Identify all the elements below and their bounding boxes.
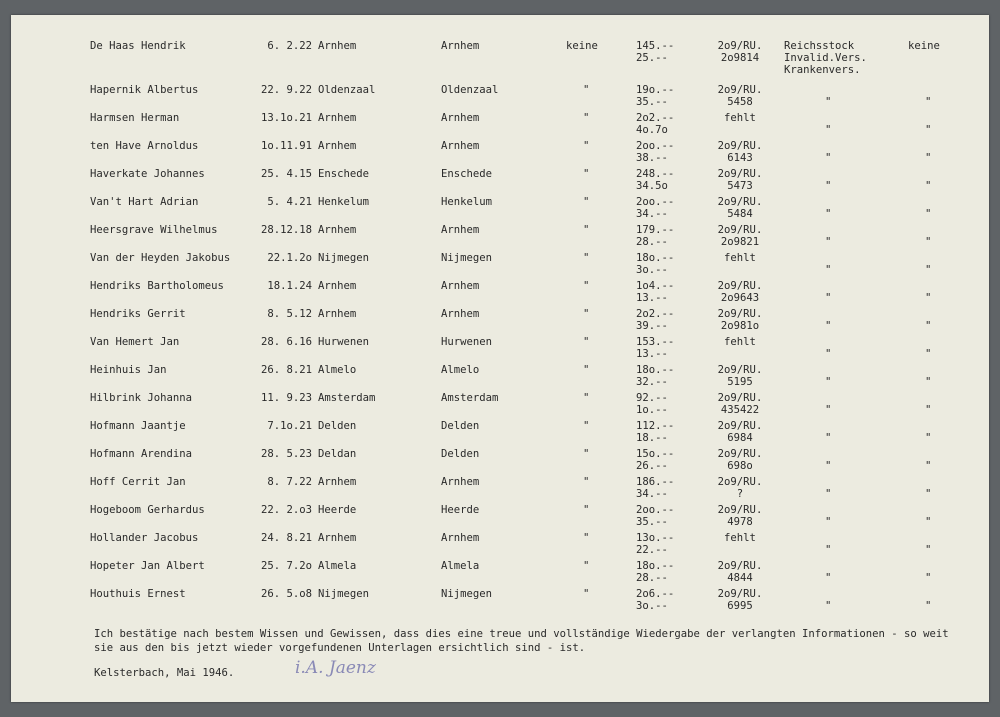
reference-cell: [705, 364, 775, 388]
reference-cell: [705, 40, 775, 64]
residence: Heerde: [441, 504, 480, 516]
insurance-value: Invalid.Vers.: [784, 52, 867, 64]
amount-value: 18o.--: [636, 560, 675, 572]
table-row: [0, 588, 1000, 614]
reference-value: [705, 264, 775, 276]
ditto-mark: ": [825, 544, 832, 556]
amount-cell: [636, 476, 686, 500]
ditto-mark: ": [925, 264, 932, 276]
reference-value: 2o9/RU.: [717, 392, 763, 404]
ditto-mark: ": [925, 460, 932, 472]
birth-date: 8. 5.12: [267, 308, 312, 320]
person-name: ten Have Arnoldus: [90, 140, 199, 152]
ditto-mark: ": [583, 364, 590, 376]
amount-value: 1o4.--: [636, 280, 675, 292]
amount-value: 153.--: [636, 336, 675, 348]
ditto-mark: ": [825, 180, 832, 192]
amount-cell: [636, 532, 686, 556]
ditto-mark: ": [583, 420, 590, 432]
residence: Oldenzaal: [441, 84, 499, 96]
residence: Arnhem: [441, 224, 480, 236]
birth-place: Arnhem: [318, 140, 357, 152]
residence: Henkelum: [441, 196, 493, 208]
reference-cell: [705, 448, 775, 472]
reference-value: 2o9814: [720, 52, 760, 64]
reference-cell: [705, 504, 775, 528]
birth-date: 24. 8.21: [260, 532, 312, 544]
reference-value: 2o9/RU.: [717, 504, 763, 516]
reference-value: 2o9643: [720, 292, 760, 304]
residence: Arnhem: [441, 40, 480, 52]
residence: Arnhem: [441, 280, 480, 292]
reference-value: 2o9/RU.: [717, 476, 763, 488]
reference-cell: [705, 336, 775, 360]
reference-value: 2o9/RU.: [717, 84, 763, 96]
ditto-mark: ": [583, 588, 590, 600]
amount-value: 18o.--: [636, 252, 675, 264]
residence: Nijmegen: [441, 588, 493, 600]
table-row: [0, 112, 1000, 138]
amount-cell: [636, 588, 686, 612]
reference-value: 2o9/RU.: [717, 168, 763, 180]
residence: Hurwenen: [441, 336, 493, 348]
reference-value: 4978: [727, 516, 753, 528]
birth-place: Arnhem: [318, 532, 357, 544]
birth-place: Delden: [318, 420, 357, 432]
amount-value: 15o.--: [636, 448, 675, 460]
table-row: [0, 84, 1000, 110]
table-row: [0, 252, 1000, 278]
birth-date: 22. 2.o3: [260, 504, 312, 516]
amount-cell: [636, 448, 686, 472]
reference-cell: [705, 224, 775, 248]
ditto-mark: ": [825, 264, 832, 276]
ditto-mark: ": [925, 236, 932, 248]
ditto-mark: ": [583, 476, 590, 488]
ditto-mark: ": [925, 348, 932, 360]
amount-value: 38.--: [636, 152, 668, 164]
reference-value: 2o9/RU.: [717, 140, 763, 152]
amount-value: 179.--: [636, 224, 675, 236]
ditto-mark: ": [583, 308, 590, 320]
reference-cell: [705, 560, 775, 584]
reference-cell: [705, 140, 775, 164]
table-row: [0, 448, 1000, 474]
person-name: Hopeter Jan Albert: [90, 560, 205, 572]
table-row: [0, 504, 1000, 530]
person-name: Hollander Jacobus: [90, 532, 199, 544]
person-name: Hoff Cerrit Jan: [90, 476, 186, 488]
reference-cell: [705, 476, 775, 500]
person-name: Hilbrink Johanna: [90, 392, 193, 404]
amount-cell: [636, 140, 686, 164]
residence: Arnhem: [441, 308, 480, 320]
ditto-mark: ": [583, 84, 590, 96]
table-row: [0, 420, 1000, 446]
birth-place: Arnhem: [318, 280, 357, 292]
residence: Amsterdam: [441, 392, 499, 404]
ditto-mark: ": [583, 196, 590, 208]
amount-value: 13o.--: [636, 532, 675, 544]
ditto-mark: ": [825, 376, 832, 388]
birth-date: 26. 8.21: [260, 364, 312, 376]
amount-cell: [636, 252, 686, 276]
reference-value: 2o9821: [720, 236, 760, 248]
ditto-mark: ": [583, 336, 590, 348]
birth-date: 7.1o.21: [267, 420, 312, 432]
birth-date: 11. 9.23: [260, 392, 312, 404]
birth-date: 25. 4.15: [260, 168, 312, 180]
birth-date: 13.1o.21: [260, 112, 312, 124]
reference-value: [705, 124, 775, 136]
ditto-mark: ": [825, 404, 832, 416]
amount-value: 34.5o: [636, 180, 668, 192]
birth-date: 8. 7.22: [267, 476, 312, 488]
person-name: Hofmann Arendina: [90, 448, 193, 460]
birth-date: 28. 6.16: [260, 336, 312, 348]
residence: Delden: [441, 420, 480, 432]
reference-cell: [705, 168, 775, 192]
birth-place: Heerde: [318, 504, 357, 516]
ditto-mark: ": [825, 432, 832, 444]
person-name: Heersgrave Wilhelmus: [90, 224, 218, 236]
amount-cell: [636, 392, 686, 416]
birth-date: 5. 4.21: [267, 196, 312, 208]
amount-value: 35.--: [636, 96, 668, 108]
ditto-mark: ": [925, 516, 932, 528]
amount-cell: [636, 40, 686, 64]
reference-value: 4844: [727, 572, 753, 584]
ditto-mark: ": [925, 292, 932, 304]
person-name: Hendriks Bartholomeus: [90, 280, 224, 292]
ditto-mark: ": [825, 292, 832, 304]
reference-cell: [705, 280, 775, 304]
reference-cell: [705, 420, 775, 444]
ditto-mark: ": [583, 532, 590, 544]
table-row: [0, 280, 1000, 306]
birth-place: Arnhem: [318, 112, 357, 124]
amount-value: 248.--: [636, 168, 675, 180]
reference-cell: [705, 588, 775, 612]
birth-date: 22.1.2o: [267, 252, 312, 264]
amount-value: 26.--: [636, 460, 668, 472]
ditto-mark: ": [583, 280, 590, 292]
ditto-mark: ": [925, 544, 932, 556]
birth-place: Amsterdam: [318, 392, 376, 404]
insurance-value: Reichsstock: [784, 40, 855, 52]
residence: Almela: [441, 560, 480, 572]
birth-date: 25. 7.2o: [260, 560, 312, 572]
reference-cell: [705, 308, 775, 332]
reference-cell: [705, 252, 775, 276]
reference-value: 2o9/RU.: [717, 280, 763, 292]
amount-value: 19o.--: [636, 84, 675, 96]
residence: Enschede: [441, 168, 493, 180]
amount-cell: [636, 504, 686, 528]
birth-place: Arnhem: [318, 476, 357, 488]
person-name: Van Hemert Jan: [90, 336, 180, 348]
amount-value: 32.--: [636, 376, 668, 388]
reference-value: 2o9/RU.: [717, 560, 763, 572]
reference-value: [705, 348, 775, 360]
ditto-mark: ": [925, 180, 932, 192]
amount-value: 2o6.--: [636, 588, 675, 600]
amount-cell: [636, 420, 686, 444]
table-row: [0, 476, 1000, 502]
ditto-mark: ": [925, 432, 932, 444]
reference-cell: [705, 532, 775, 556]
reference-value: 5195: [727, 376, 753, 388]
table-row: [0, 196, 1000, 222]
ditto-mark: ": [583, 112, 590, 124]
ditto-mark: ": [583, 448, 590, 460]
amount-value: 1o.--: [636, 404, 668, 416]
ditto-mark: ": [825, 320, 832, 332]
amount-cell: [636, 280, 686, 304]
amount-value: 3o.--: [636, 264, 668, 276]
reference-value: fehlt: [724, 112, 756, 124]
birth-place: Almela: [318, 560, 357, 572]
birth-date: 26. 5.o8: [260, 588, 312, 600]
person-name: Hogeboom Gerhardus: [90, 504, 205, 516]
ditto-mark: ": [825, 600, 832, 612]
amount-value: 22.--: [636, 544, 668, 556]
reference-value: fehlt: [724, 336, 756, 348]
table-row: [0, 392, 1000, 418]
certification-statement: Ich bestätige nach bestem Wissen und Gewissen, dass dies eine treue und vollständige Wiedergabe der verlangten Informationen - so weit sie aus den bis jetzt wieder vorgefundenen Unterlagen ersichtlich sind - ist.: [94, 628, 949, 654]
person-name: Hofmann Jaantje: [90, 420, 186, 432]
ditto-mark: ": [825, 460, 832, 472]
reference-value: 6143: [727, 152, 753, 164]
amount-cell: [636, 560, 686, 584]
reference-value: 2o981o: [720, 320, 760, 332]
ditto-mark: ": [925, 572, 932, 584]
reference-value: 2o9/RU.: [717, 224, 763, 236]
ditto-mark: ": [583, 392, 590, 404]
insurance-cell: [784, 40, 867, 76]
ditto-mark: ": [925, 320, 932, 332]
handwritten-signature: i.A. Jaenz: [295, 658, 376, 678]
reference-cell: [705, 392, 775, 416]
birth-date: 1o.11.91: [260, 140, 312, 152]
birth-date: 6. 2.22: [267, 40, 312, 52]
ditto-mark: ": [583, 252, 590, 264]
amount-cell: [636, 196, 686, 220]
residence: Arnhem: [441, 476, 480, 488]
reference-value: 6984: [727, 432, 753, 444]
ditto-mark: ": [925, 124, 932, 136]
reference-value: 5473: [727, 180, 753, 192]
reference-cell: [705, 112, 775, 136]
ditto-mark: ": [825, 208, 832, 220]
birth-date: 22. 9.22: [260, 84, 312, 96]
reference-cell: [705, 84, 775, 108]
amount-value: 39.--: [636, 320, 668, 332]
amount-value: 34.--: [636, 208, 668, 220]
amount-value: 2o2.--: [636, 112, 675, 124]
reference-value: 435422: [720, 404, 760, 416]
birth-place: Almelo: [318, 364, 357, 376]
person-name: Van der Heyden Jakobus: [90, 252, 231, 264]
ditto-mark: ": [925, 488, 932, 500]
person-name: Van't Hart Adrian: [90, 196, 199, 208]
reference-cell: [705, 196, 775, 220]
reference-value: 2o9/RU.: [717, 364, 763, 376]
amount-value: 25.--: [636, 52, 668, 64]
table-row: [0, 364, 1000, 390]
ditto-mark: ": [825, 488, 832, 500]
reference-value: 2o9/RU.: [717, 448, 763, 460]
table-row: [0, 308, 1000, 334]
birth-place: Henkelum: [318, 196, 370, 208]
person-name: Hapernik Albertus: [90, 84, 199, 96]
ditto-mark: ": [825, 516, 832, 528]
table-row: [0, 168, 1000, 194]
place-date: Kelsterbach, Mai 1946.: [94, 667, 235, 679]
table-row: [0, 560, 1000, 586]
amount-cell: [636, 168, 686, 192]
birth-place: Nijmegen: [318, 588, 370, 600]
amount-value: 145.--: [636, 40, 675, 52]
birth-place: Arnhem: [318, 308, 357, 320]
person-name: Heinhuis Jan: [90, 364, 167, 376]
residence: Arnhem: [441, 140, 480, 152]
reference-value: 6995: [727, 600, 753, 612]
amount-value: 18o.--: [636, 364, 675, 376]
ditto-mark: ": [825, 236, 832, 248]
amount-cell: [636, 224, 686, 248]
amount-value: 2oo.--: [636, 196, 675, 208]
reference-value: 2o9/RU.: [717, 420, 763, 432]
reference-value: fehlt: [724, 252, 756, 264]
residence: Delden: [441, 448, 480, 460]
insurance-value: Krankenvers.: [784, 64, 861, 76]
ditto-mark: ": [583, 560, 590, 572]
amount-value: 18.--: [636, 432, 668, 444]
amount-value: 4o.7o: [636, 124, 668, 136]
ditto-mark: ": [925, 376, 932, 388]
person-name: Hendriks Gerrit: [90, 308, 186, 320]
ditto-mark: ": [925, 96, 932, 108]
birth-place: Deldan: [318, 448, 357, 460]
birth-place: Oldenzaal: [318, 84, 376, 96]
table-row: [0, 40, 1000, 76]
amount-value: 28.--: [636, 236, 668, 248]
amount-cell: [636, 308, 686, 332]
ditto-mark: ": [825, 152, 832, 164]
reference-value: [705, 544, 775, 556]
residence: Almelo: [441, 364, 480, 376]
amount-value: 2oo.--: [636, 140, 675, 152]
reference-value: 5458: [727, 96, 753, 108]
amount-value: 2oo.--: [636, 504, 675, 516]
person-name: Haverkate Johannes: [90, 168, 205, 180]
amount-value: 34.--: [636, 488, 668, 500]
ditto-mark: ": [925, 600, 932, 612]
reference-value: 2o9/RU.: [717, 588, 763, 600]
amount-cell: [636, 112, 686, 136]
birth-date: 18.1.24: [267, 280, 312, 292]
reference-value: 5484: [727, 208, 753, 220]
birth-place: Arnhem: [318, 40, 357, 52]
reference-value: 2o9/RU.: [717, 40, 763, 52]
birth-place: Hurwenen: [318, 336, 370, 348]
table-row: [0, 224, 1000, 250]
amount-cell: [636, 364, 686, 388]
amount-value: 186.--: [636, 476, 675, 488]
reference-value: 698o: [727, 460, 753, 472]
ditto-mark: ": [583, 504, 590, 516]
amount-cell: [636, 84, 686, 108]
status-text: keine: [908, 40, 940, 52]
amount-value: 112.--: [636, 420, 675, 432]
amount-value: 35.--: [636, 516, 668, 528]
birth-place: Arnhem: [318, 224, 357, 236]
ditto-mark: ": [825, 348, 832, 360]
ditto-mark: ": [825, 124, 832, 136]
birth-date: 28.12.18: [260, 224, 312, 236]
reference-value: 2o9/RU.: [717, 308, 763, 320]
ditto-mark: ": [925, 404, 932, 416]
ditto-mark: ": [583, 140, 590, 152]
residence: Arnhem: [441, 532, 480, 544]
amount-cell: [636, 336, 686, 360]
person-name: De Haas Hendrik: [90, 40, 186, 52]
table-row: [0, 532, 1000, 558]
residence: Nijmegen: [441, 252, 493, 264]
amount-value: 92.--: [636, 392, 668, 404]
amount-value: 13.--: [636, 348, 668, 360]
ditto-mark: ": [825, 572, 832, 584]
reference-value: fehlt: [724, 532, 756, 544]
ditto-mark: ": [583, 168, 590, 180]
person-name: Houthuis Ernest: [90, 588, 186, 600]
birth-date: 28. 5.23: [260, 448, 312, 460]
table-row: [0, 336, 1000, 362]
table-row: [0, 140, 1000, 166]
ditto-mark: ": [583, 224, 590, 236]
amount-value: 28.--: [636, 572, 668, 584]
reference-value: ?: [736, 488, 744, 500]
amount-value: 2o2.--: [636, 308, 675, 320]
residence: Arnhem: [441, 112, 480, 124]
amount-value: 3o.--: [636, 600, 668, 612]
birth-place: Nijmegen: [318, 252, 370, 264]
ditto-mark: ": [925, 152, 932, 164]
birth-place: Enschede: [318, 168, 370, 180]
status-text: keine: [566, 40, 598, 52]
reference-value: 2o9/RU.: [717, 196, 763, 208]
ditto-mark: ": [925, 208, 932, 220]
ditto-mark: ": [825, 96, 832, 108]
amount-value: 13.--: [636, 292, 668, 304]
person-name: Harmsen Herman: [90, 112, 180, 124]
